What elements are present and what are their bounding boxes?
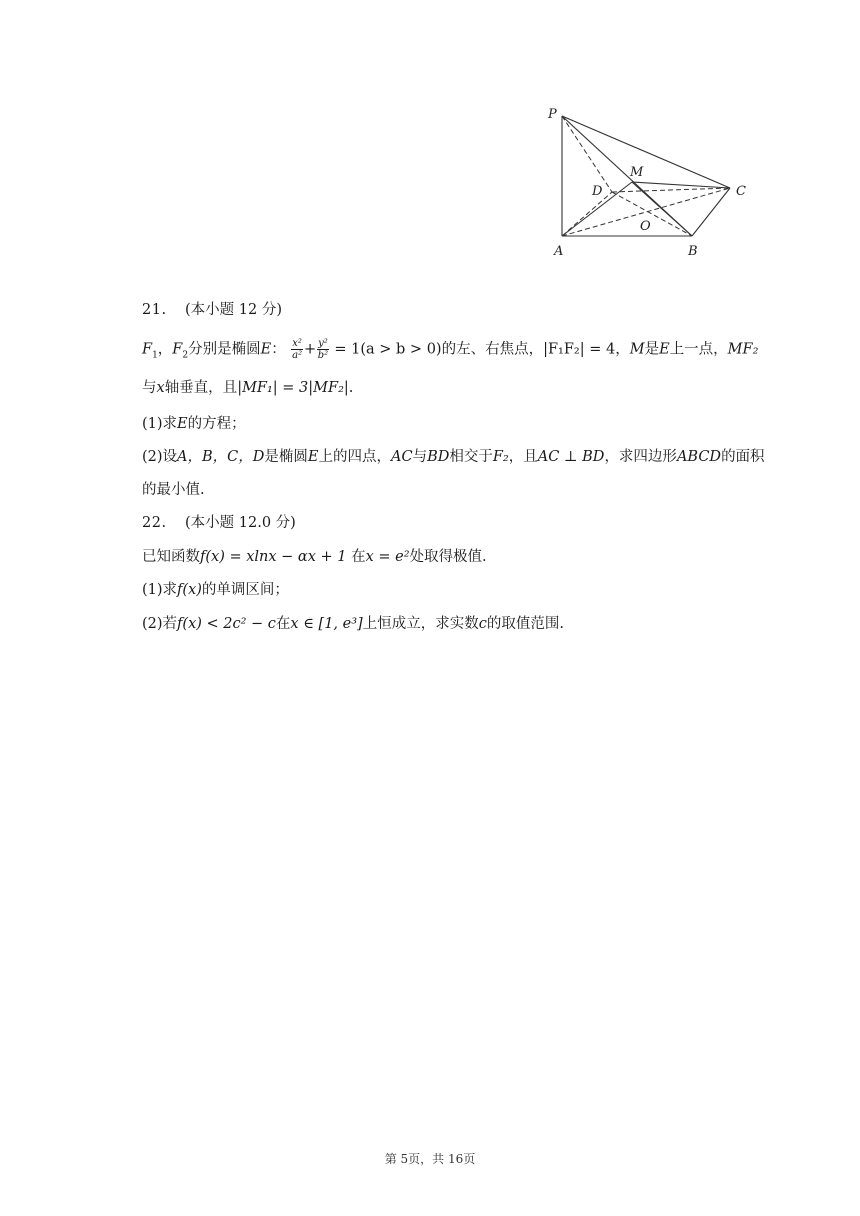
q21-p2-text-1: 是椭圆 (264, 449, 308, 465)
q21-p2-text-3: 与 (412, 449, 428, 465)
q22-p1-f: f(x) (177, 582, 202, 598)
q21-p1-e: E (177, 416, 188, 432)
q21-part-2 (142, 447, 765, 467)
q21-p2-text-7: 的面积 (721, 449, 765, 465)
q22-number: 22. (142, 515, 167, 531)
q22-p2-inequality: f(x) < 2c² − c (177, 616, 276, 632)
edge-BC (692, 188, 730, 236)
q22-text-2: 在 (346, 549, 366, 565)
edge-PD (562, 116, 612, 192)
q21-part-1 (142, 414, 246, 434)
label-B: B (688, 244, 698, 259)
q21-p2-bd: BD (427, 449, 450, 465)
q21-p2-abcd: ABCD (676, 449, 722, 465)
q21-header-line (142, 300, 282, 320)
q21-p2-label: (2)设 (142, 449, 178, 465)
q21-eq: = 1(a > b > 0) (329, 341, 442, 358)
q21-f1-sub: 1 (152, 350, 158, 361)
q21-p1-label: (1)求 (142, 416, 178, 432)
q21-comma: ， (157, 341, 173, 358)
q22-p1-label: (1)求 (142, 582, 178, 598)
q21-p2-text-5: ，且 (508, 449, 538, 465)
q21-frac-x-num: x² (292, 338, 302, 349)
q21-mf2: MF₂ (727, 341, 759, 358)
q21-f2: F (172, 341, 183, 358)
q21-p2-points: A，B，C，D (177, 449, 265, 465)
q22-line-1 (142, 547, 487, 567)
q21-e2: E (659, 341, 670, 358)
q21-frac-y (317, 338, 329, 361)
q21-l2-end: . (348, 380, 354, 396)
q21-p2-text-4: 相交于 (449, 449, 493, 465)
q21-relation: |MF₁| = 3|MF₂| (237, 380, 349, 396)
q22-text-1: 已知函数 (142, 549, 200, 565)
q21-line-2 (142, 378, 353, 398)
q22-p2-c: c (478, 616, 487, 632)
q21-p2-f2: F₂ (492, 449, 509, 465)
q22-p2-text-2: 上恒成立，求实数 (362, 616, 479, 632)
q21-text-5: 上一点， (669, 341, 728, 358)
edge-DC (612, 188, 730, 192)
q21-e: E (260, 341, 272, 358)
q21-part-2-cont: 的最小值. (142, 482, 205, 498)
q21-frac-y-den: b² (317, 350, 329, 361)
q21-p2-ac: AC (391, 449, 413, 465)
q22-x-value: x = e² (365, 549, 410, 565)
q21-frac-x (291, 338, 303, 361)
q21-l2-text-1: 与 (142, 380, 157, 396)
q22-header: (本小题 12.0 分) (185, 515, 296, 531)
page-footer: 第 5页，共 16页 (384, 1152, 476, 1166)
q22-p2-text-3: 的取值范围. (486, 616, 564, 632)
q21-text-4: 是 (644, 341, 660, 358)
q21-p2-e: E (307, 449, 319, 465)
label-M: M (630, 165, 644, 180)
q22-p2-domain: x ∈ [1, e³] (290, 616, 363, 632)
q22-part-2 (142, 614, 564, 634)
q21-number: 21. (142, 302, 167, 318)
q21-p1-rest: 的方程； (187, 416, 246, 432)
label-O: O (640, 219, 651, 234)
q21-p2-text-2: 上的四点， (318, 449, 391, 465)
label-D: D (592, 184, 603, 199)
q21-header: (本小题 12 分) (185, 302, 282, 318)
q22-p2-text-1: 在 (275, 616, 291, 632)
q21-f2-sub: 2 (182, 350, 189, 361)
q22-p2-label: (2)若 (142, 616, 178, 632)
q21-l2-text-2: 轴垂直，且 (164, 380, 238, 396)
q21-p2-perp: AC ⊥ BD (537, 449, 605, 465)
q21-f1: F (142, 341, 153, 358)
q21-colon: ： (271, 341, 286, 358)
q22-header-line (142, 513, 296, 533)
edge-MC (632, 182, 730, 188)
q21-text-3: ， (615, 341, 630, 358)
q21-line-1 (142, 338, 758, 365)
q22-text-3: 处取得极值. (409, 549, 487, 565)
geometry-figure (540, 100, 760, 265)
q21-x: x (156, 380, 165, 396)
q22-part-1 (142, 580, 289, 600)
edge-AD (562, 192, 612, 236)
q21-p2-text-6: ，求四边形 (604, 449, 677, 465)
q21-text-1: 分别是椭圆 (188, 341, 261, 358)
label-P: P (548, 107, 557, 122)
q21-dist: |F₁F₂| = 4 (543, 341, 616, 358)
q21-frac-y-num: y² (318, 338, 328, 349)
q21-plus: + (303, 341, 317, 358)
label-A: A (554, 244, 564, 259)
q22-p1-rest: 的单调区间； (201, 582, 289, 598)
label-C: C (736, 184, 746, 199)
q21-text-2: 的左、右焦点， (441, 341, 544, 358)
q21-m: M (629, 341, 645, 358)
q21-frac-x-den: a² (292, 350, 303, 361)
edge-PC (562, 116, 730, 188)
q22-function: f(x) = xlnx − αx + 1 (200, 549, 347, 565)
